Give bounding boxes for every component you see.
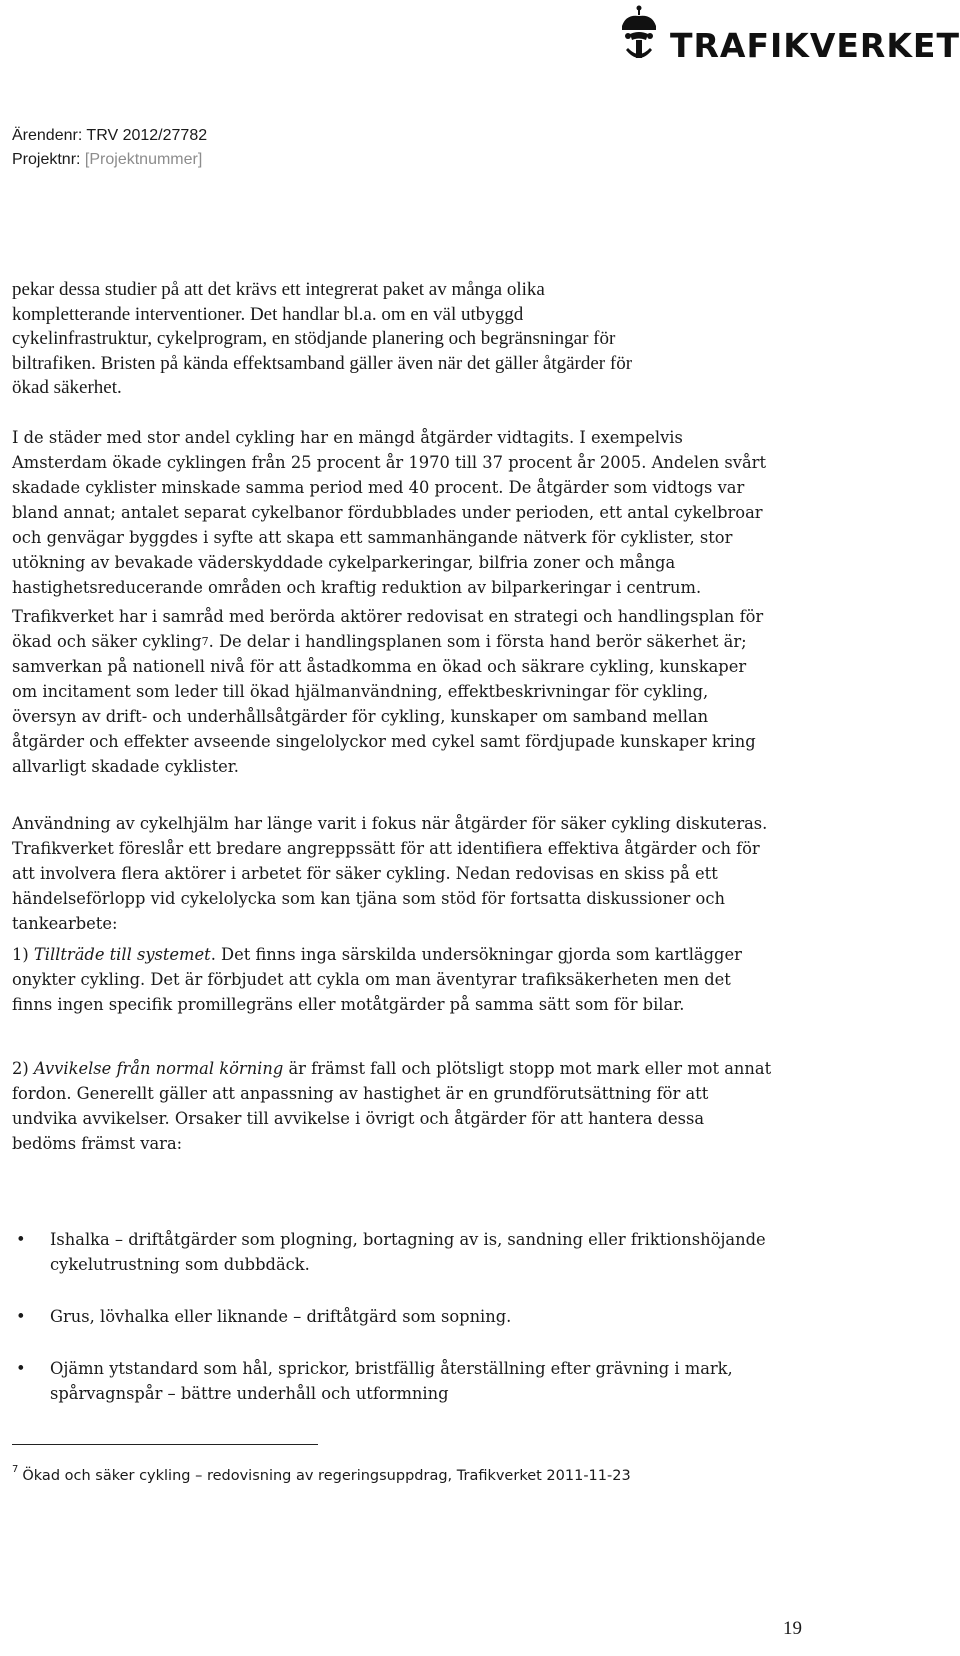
paragraph-line: cykelinfrastruktur, cykelprogram, en stödjande planering och begränsningar för (12, 328, 616, 349)
footnote (12, 1458, 631, 1488)
item-text: . Det finns inga särskilda undersökningar gjorda som kartlägger onykter cykling. Det är förbjudet att cykla om man äventyrar trafiksäkerheten men det finns ingen specifik promillegräns eller motåtgärder på samma sätt som för bilar. (12, 945, 742, 1014)
list-item-text: Ojämn ytstandard som hål, sprickor, bristfällig återställning efter grävning i mark, spårvagnspår – bättre underhåll och utformning (50, 1359, 733, 1403)
paragraph-text (12, 942, 772, 1017)
footnote-text: Ökad och säker cykling – redovisning av regeringsuppdrag, Trafikverket 2011-11-23 (22, 1468, 631, 1484)
crown-emblem-icon (616, 4, 662, 70)
item-heading: Tillträde till systemet (33, 945, 211, 964)
paragraph-item-2 (12, 1056, 772, 1156)
bullet-icon: • (16, 1359, 26, 1378)
page-number: 19 (783, 1618, 802, 1639)
paragraph-amsterdam (12, 425, 772, 600)
footnote-reference: 7 (201, 635, 209, 648)
item-text: är främst fall och plötsligt stopp mot mark eller mot annat fordon. Generellt gäller att anpassning av hastighet är en grundförutsättning för att undvika avvikelser. Orsaker till avvikelse i övrigt och åtgärder för att hantera dessa bedöms främst vara: (12, 1059, 772, 1153)
bullet-list (12, 1227, 772, 1433)
paragraph-text (12, 1056, 772, 1156)
paragraph-line: kompletterande interventioner. Det handlar bl.a. om en väl utbyggd (12, 303, 524, 325)
footnote-divider (12, 1444, 318, 1445)
paragraph-strategy (12, 604, 772, 779)
logo-wordmark: TRAFIKVERKET (670, 26, 960, 65)
projekt-placeholder: [Projektnummer] (84, 151, 203, 168)
bullet-icon: • (16, 1307, 26, 1326)
list-item (12, 1304, 772, 1329)
paragraph-text-part: . De delar i handlingsplanen som i första hand berör säkerhet är; samverkan på nationell nivå för att åstadkomma en ökad och säkrare cykling, kunskaper om incitament som leder till ökad hjälmanvändning, effektbeskrivningar för cykling, översyn av drift- och underhållsåtgärder för cykling, kunskaper om samband mellan åtgärder och effekter avseende singelolyckor med cykel samt fördjupade kunskaper kring allvarligt skadade cyklister. (12, 632, 756, 776)
paragraph-text: I de städer med stor andel cykling har en mängd åtgärder vidtagits. I exempelvis Amsterdam ökade cyklingen från 25 procent år 1970 till 37 procent år 2005. Andelen svårt skadade cyklister minskade samma period med 40 procent. De åtgärder som vidtogs var bland annat; antalet separat cykelbanor fördubblades under perioden, ett antal cykelbroar och genvägar byggdes i syfte att skapa ett sammanhängande nätverk för cyklister, stor utökning av bevakade väderskyddade cykelparkeringar, bilfria zoner och många hastighetsreducerande områden och kraftig reduktion av bilparkeringar i centrum. (12, 428, 767, 597)
projekt-number (12, 148, 207, 172)
list-item-text: Ishalka – driftåtgärder som plogning, bortagning av is, sandning eller friktionshöjande cykelutrustning som dubbdäck. (50, 1230, 766, 1274)
paragraph-text: Användning av cykelhjälm har länge varit i fokus när åtgärder för säker cykling diskuteras. Trafikverket föreslår ett bredare angreppssätt för att identifiera effektiva åtgärder och för att involvera flera aktörer i arbetet för säker cykling. Nedan redovisas en skiss på ett händelseförlopp vid cykelolycka som kan tjäna som stöd för fortsatta diskussioner och tankearbete: (12, 814, 768, 933)
list-item (12, 1227, 772, 1277)
paragraph-line: pekar dessa studier på att det krävs ett integrerat paket av många olika (12, 279, 545, 300)
item-heading: Avvikelse från normal körning (33, 1059, 284, 1078)
list-item-text: Grus, lövhalka eller liknande – driftåtgärd som sopning. (50, 1307, 512, 1326)
paragraph-item-1 (12, 942, 772, 1017)
paragraph-helmet (12, 811, 772, 936)
paragraph-text-part: Trafikverket har i samråd med berörda aktörer redovisat en strategi och handlingsplan för ökad och säker cykling (12, 607, 764, 651)
projekt-label: Projektnr: (12, 151, 81, 168)
item-number: 2) (12, 1059, 34, 1078)
bullet-icon: • (16, 1230, 26, 1249)
list-item (12, 1356, 772, 1406)
paragraph-text (12, 604, 772, 779)
document-metadata (12, 124, 207, 172)
item-number: 1) (12, 945, 34, 964)
trafikverket-logo (616, 4, 960, 70)
paragraph-intro (12, 278, 712, 401)
paragraph-line: ökad säkerhet. (12, 377, 122, 398)
paragraph-line: biltrafiken. Bristen på kända effektsamband gäller även när det gäller åtgärder för (12, 352, 633, 374)
arende-number: Ärendenr: TRV 2012/27782 (12, 127, 208, 144)
footnote-number: 7 (12, 1464, 19, 1475)
